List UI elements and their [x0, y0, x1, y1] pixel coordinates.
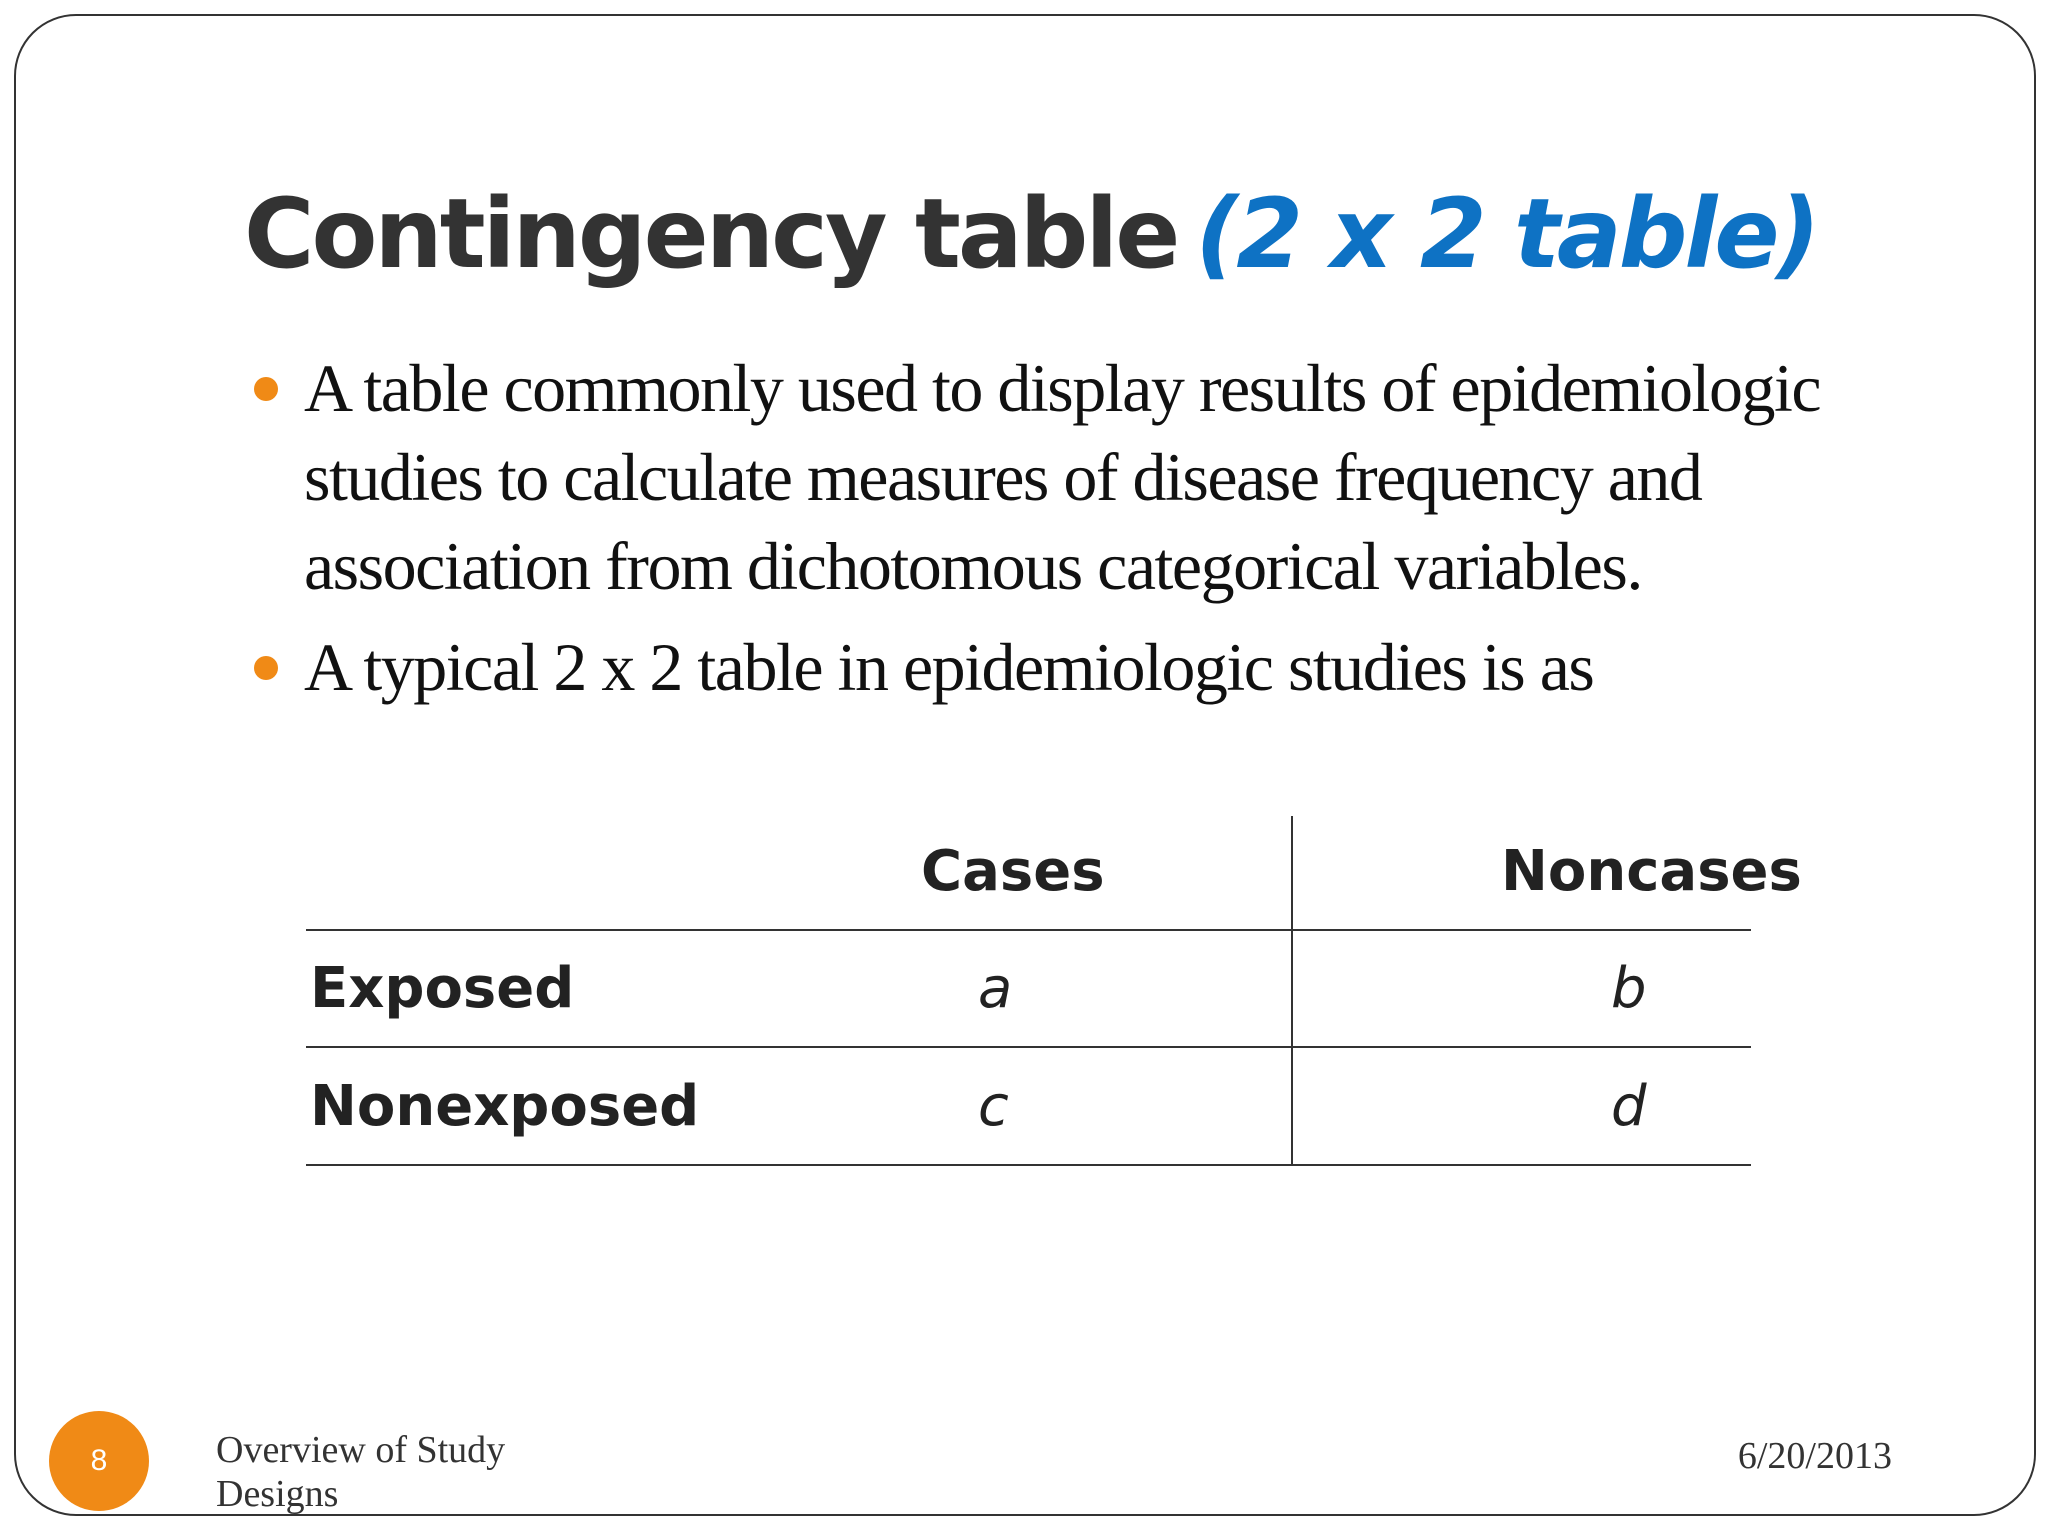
- cell-b: b: [1611, 956, 1647, 1021]
- table-bottom-rule: [306, 1164, 1751, 1166]
- bullet-list: [244, 344, 1864, 724]
- cell-d: d: [1611, 1074, 1647, 1139]
- bullet-item: [244, 344, 1864, 611]
- slide-title: [244, 178, 1818, 290]
- footer-date: 6/20/2013: [1737, 1435, 1892, 1477]
- cell-a: a: [978, 956, 1013, 1021]
- bullet-item: [244, 623, 1864, 712]
- row-label-nonexposed: Nonexposed: [310, 1074, 700, 1139]
- column-header-cases: Cases: [921, 839, 1105, 904]
- title-main: Contingency table: [244, 178, 1178, 290]
- page-number-badge: 8: [49, 1411, 149, 1511]
- cell-c: c: [978, 1074, 1009, 1139]
- row-label-exposed: Exposed: [310, 956, 575, 1021]
- contingency-table: [306, 816, 1802, 1166]
- bullet-dot-icon: [254, 656, 278, 680]
- table-header-rule: [306, 929, 1751, 931]
- table-row-rule: [306, 1046, 1751, 1048]
- title-accent: (2 x 2 table): [1195, 178, 1818, 290]
- bullet-text: A typical 2 x 2 table in epidemiologic studies is as: [304, 629, 1594, 705]
- bullet-text: A table commonly used to display results of epidemiologic studies to calculate measures of disease frequency and association from dichotomous categorical variables.: [304, 350, 1821, 604]
- bullet-dot-icon: [254, 377, 278, 401]
- column-header-noncases: Noncases: [1501, 839, 1802, 904]
- slide-frame: [14, 14, 2036, 1516]
- footer-title: Overview of Study Designs: [216, 1429, 506, 1515]
- table-column-divider: [1291, 816, 1293, 1166]
